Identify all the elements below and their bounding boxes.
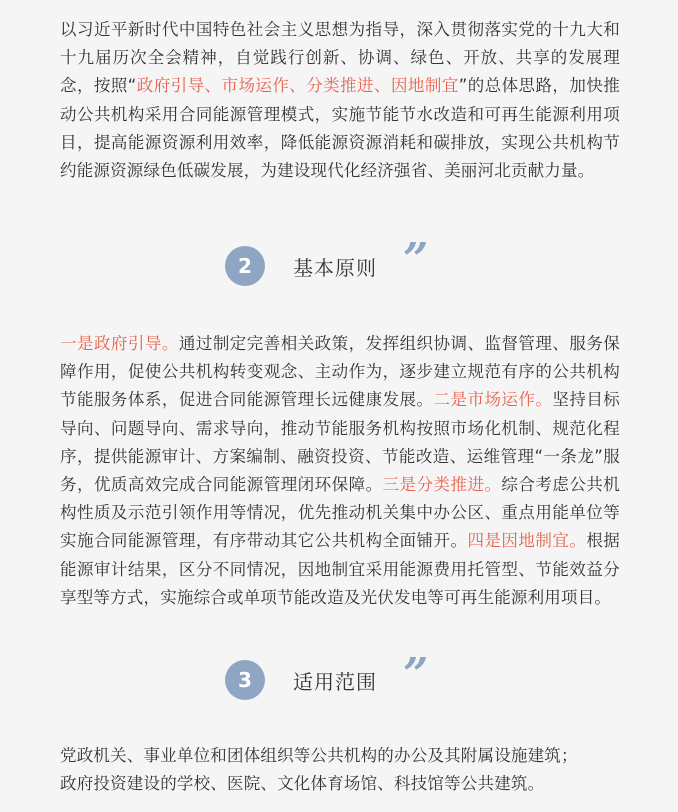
section-heading-3 bbox=[225, 660, 377, 700]
principle-text-4: 根据能源审计结果，区分不同情况，因地制宜采用能源费用托管型、节能效益分享型等方式，实施综合或单项节能改造及光伏发电等可再生能源利用项目。 bbox=[60, 531, 620, 607]
scope-line-2: 政府投资建设的学校、医院、文化体育场馆、科技馆等公共建筑。 bbox=[60, 774, 545, 794]
section-number-badge: 2 bbox=[225, 246, 265, 286]
section-title: 适用范围 bbox=[293, 669, 377, 694]
principle-text-3: 综合考虑公共机构性质及示范引领作用等情况，优先推动机关集中办公区、重点用能单位等实施合同能源管理，有序带动其它公共机构全面铺开。 bbox=[60, 475, 620, 551]
scope-paragraph bbox=[60, 742, 620, 798]
scope-line-1: 党政机关、事业单位和团体组织等公共机构的办公及其附属设施建筑； bbox=[60, 746, 578, 765]
principle-text-2: 坚持目标导向、问题导向、需求导向，推动节能服务机构按照市场化机制、规范化程序，提供能源审计、方案编制、融资投资、节能改造、运维管理“一条龙”服务，优质高效完成合同能源管理闭环保障。 bbox=[60, 390, 620, 495]
principle-label-2: 二是市场运作。 bbox=[433, 390, 553, 410]
principle-text-1: 通过制定完善相关政策，发挥组织协调、监督管理、服务保障作用，促使公共机构转变观念、主动作为，逐步建立规范有序的公共机构节能服务体系，促进合同能源管理长远健康发展。 bbox=[60, 334, 621, 410]
principle-label-3: 三是分类推进。 bbox=[382, 475, 502, 495]
intro-paragraph bbox=[60, 16, 620, 185]
section-number-badge: 3 bbox=[225, 660, 265, 700]
intro-text-a: 以习近平新时代中国特色社会主义思想为指导，深入贯彻落实党的十九大和十九届历次全会精神，自觉践行创新、协调、绿色、开放、共享的发展理念，按照“ bbox=[60, 20, 620, 96]
section-title: 基本原则 bbox=[293, 255, 377, 280]
quote-mark-icon: ” bbox=[403, 234, 429, 285]
section-heading-2 bbox=[225, 246, 377, 286]
quote-mark-icon: ” bbox=[403, 649, 429, 700]
principle-label-4: 四是因地制宜。 bbox=[467, 531, 587, 551]
intro-highlight: 政府引导、市场运作、分类推进、因地制宜 bbox=[136, 76, 459, 96]
intro-text-b: ”的总体思路，加快推动公共机构采用合同能源管理模式，实施节能节水改造和可再生能源利用项目，提高能源资源利用效率，降低能源资源消耗和碳排放，实现公共机构节约能源资源绿色低碳发展，为建设现代化经济强省、美丽河北贡献力量。 bbox=[60, 76, 620, 181]
principle-label-1: 一是政府引导。 bbox=[60, 334, 179, 353]
principles-paragraph bbox=[60, 330, 620, 612]
